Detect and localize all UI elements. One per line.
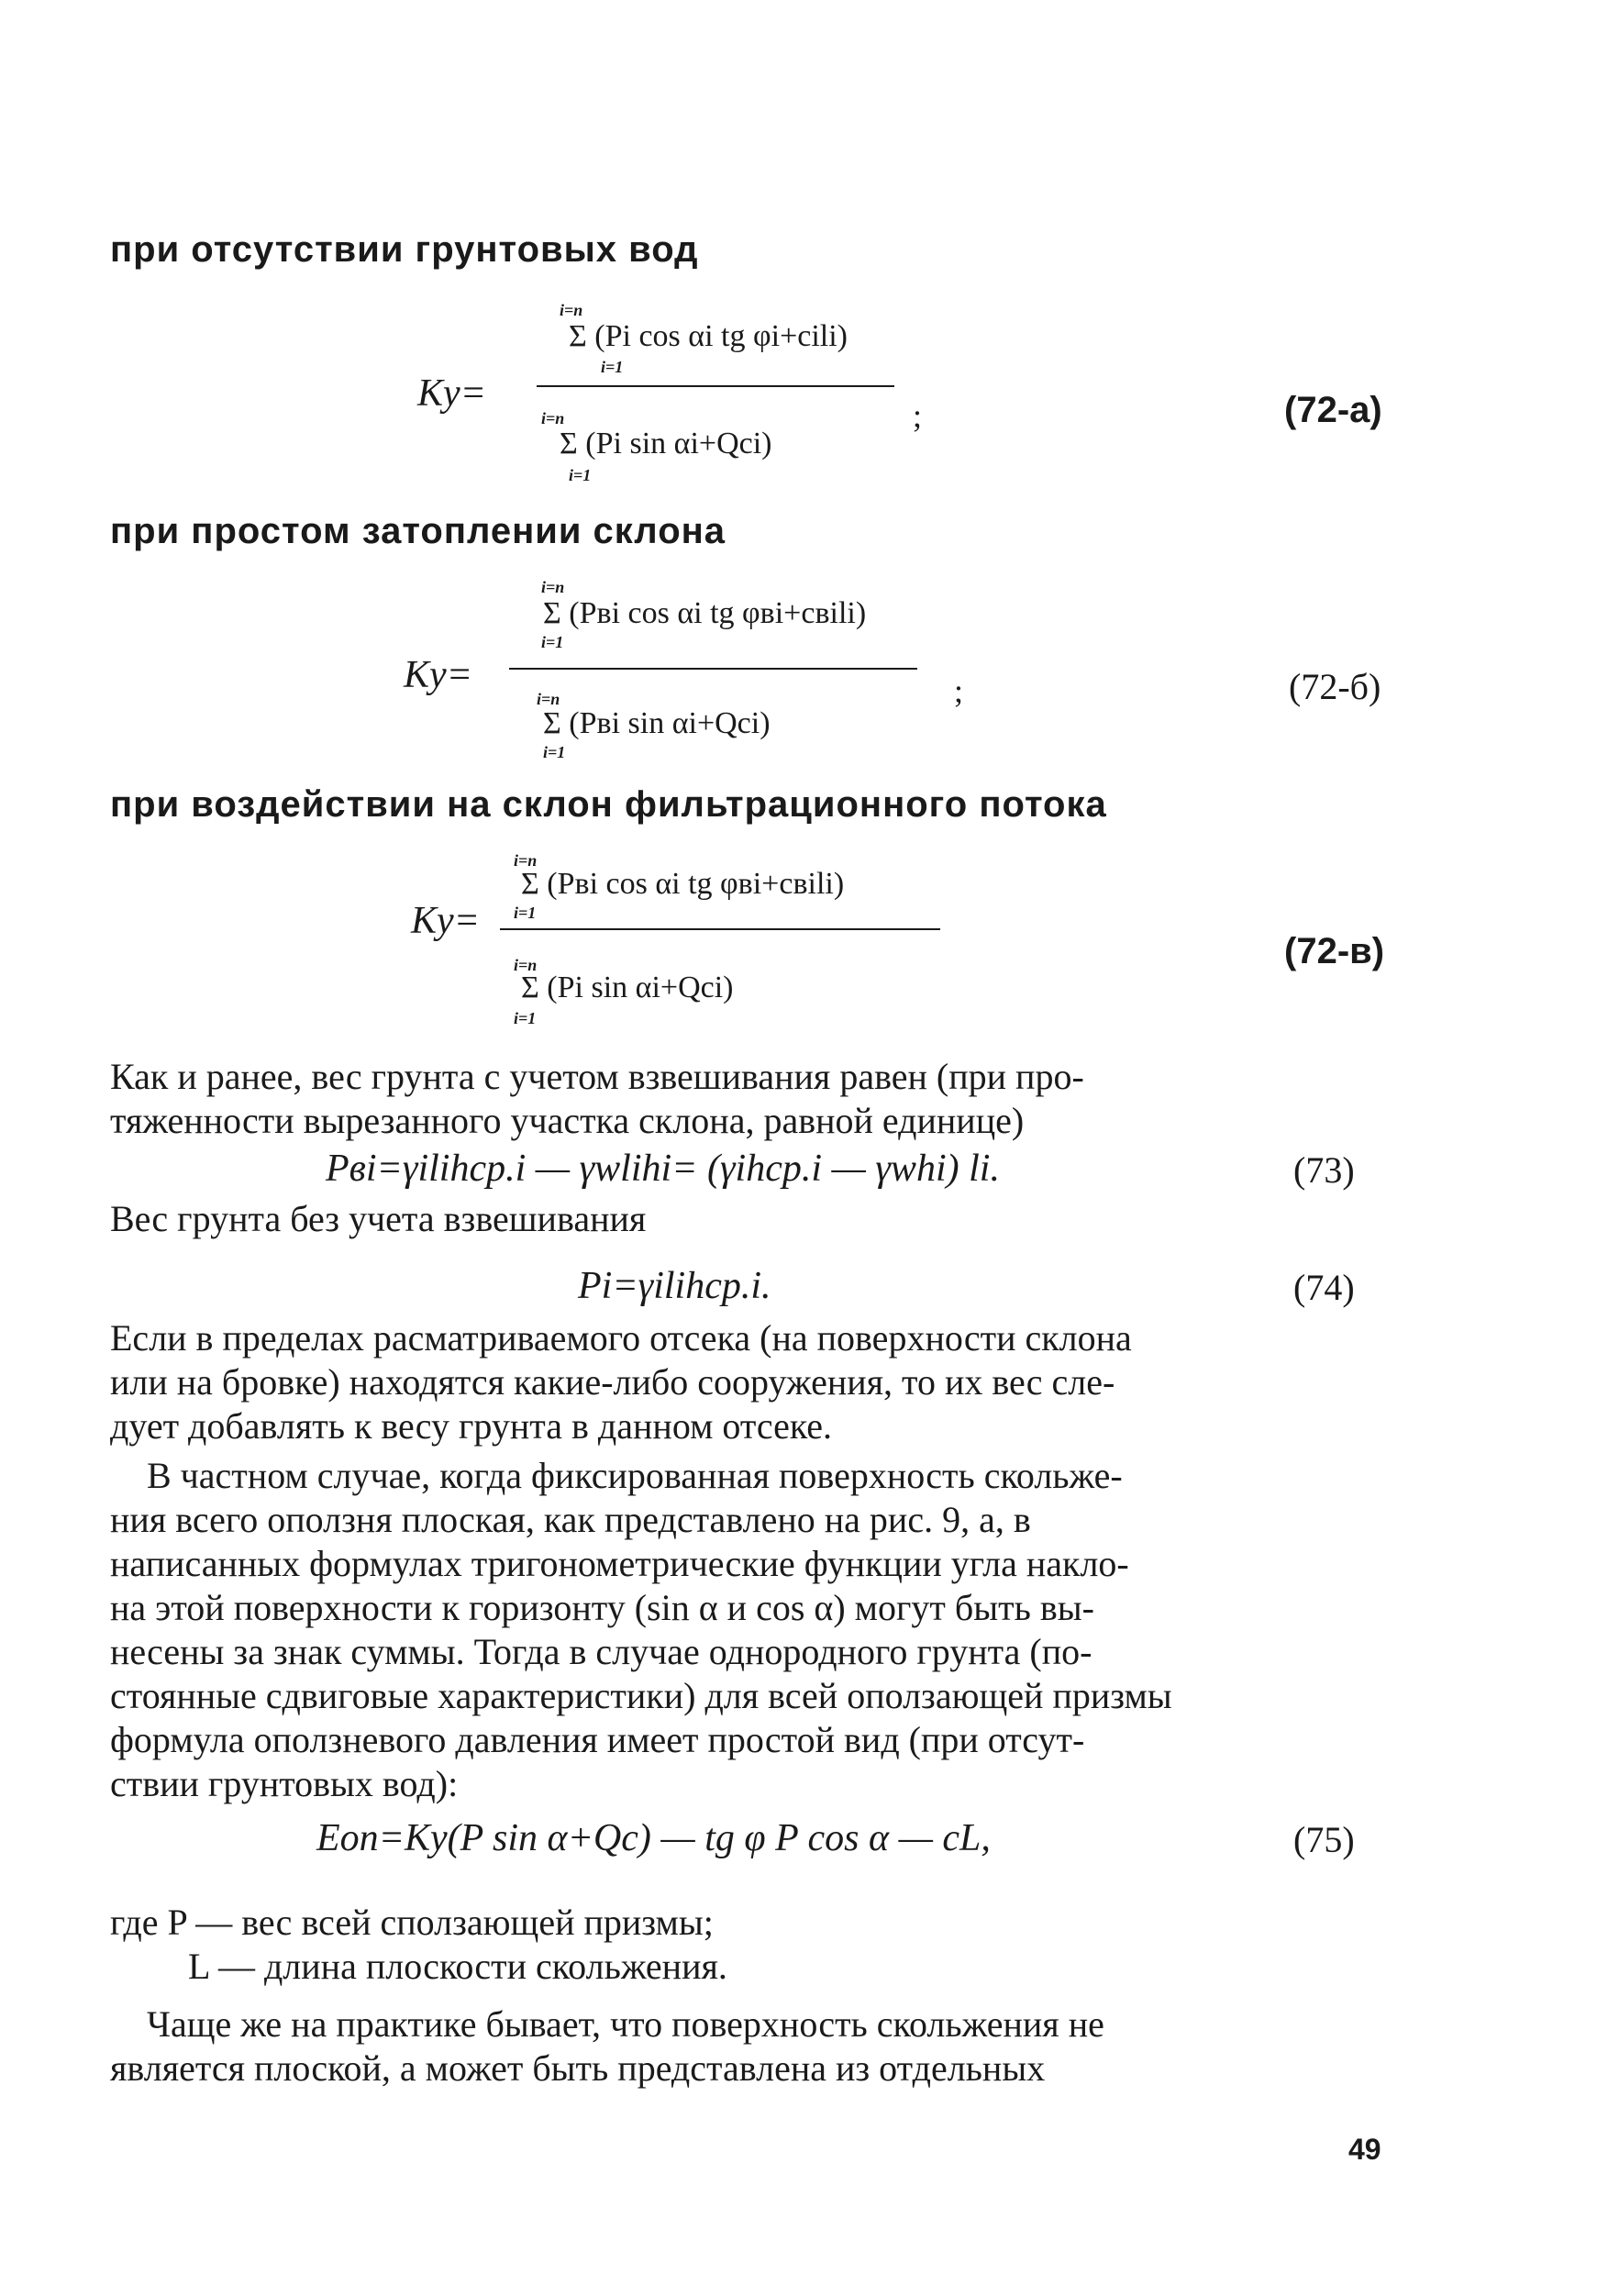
eq72v-lower-limit-top: i=n: [514, 956, 538, 974]
para4-line7: формула оползневого давления имеет простой вид (при отсут-: [110, 1719, 1085, 1760]
eq72a-semicolon: ;: [913, 397, 923, 434]
eq72b-fraction-line: [509, 668, 917, 670]
eq72b-lower-limit-bottom: i=1: [543, 743, 566, 761]
eq72b-lower-limit-top: i=n: [537, 690, 560, 708]
eq72a-number: (72-а): [1284, 390, 1382, 430]
para4-line4: на этой поверхности к горизонту (sin α и cos α) могут быть вы-: [110, 1587, 1094, 1628]
para4-line2: ния всего оползня плоская, как представлено на рис. 9, а, в: [110, 1499, 1031, 1540]
para4-line6: стоянные сдвиговые характеристики) для всей оползающей призмы: [110, 1675, 1172, 1716]
eq72b-semicolon: ;: [954, 672, 964, 709]
eq72a-lower-limit-bottom: i=1: [569, 466, 592, 484]
eq74-number: (74): [1293, 1267, 1355, 1308]
paragraph-planar-surface: [110, 1454, 1172, 1806]
heading-filtration: при воздействии на склон фильтрационного потока: [110, 784, 1107, 825]
eq74-formula: Pi=γilihср.i.: [578, 1265, 771, 1307]
para1-line2: тяженности вырезанного участка склона, равной единице): [110, 1100, 1025, 1141]
eq72b-number: (72-б): [1289, 666, 1381, 707]
para4-line1: В частном случае, когда фиксированная поверхность скольже-: [147, 1455, 1123, 1496]
eq72v-denominator: Σ (Pi sin αi+Qci): [521, 971, 734, 1004]
heading-no-groundwater: при отсутствии грунтовых вод: [110, 229, 699, 270]
eq72v-upper-limit-bottom: i=1: [514, 904, 537, 922]
para2-line1: Вес грунта без учета взвешивания: [110, 1198, 647, 1239]
eq72v-numerator: Σ (Pвi cos αi tg φвi+cвili): [521, 867, 845, 901]
where-line1: где P — вес всей сползающей призмы;: [110, 1902, 714, 1943]
eq72b-upper-limit-bottom: i=1: [541, 633, 564, 651]
eq75-formula: Eоп=Kу(P sin α+Qc) — tg φ P cos α — cL,: [316, 1817, 991, 1859]
eq75-number: (75): [1293, 1819, 1355, 1860]
eq72v-number: (72-в): [1284, 931, 1385, 971]
para4-line5: несены за знак суммы. Тогда в случае однородного грунта (по-: [110, 1631, 1092, 1672]
eq72a-upper-limit-top: i=n: [560, 301, 583, 319]
eq72a-numerator: Σ (Pi cos αi tg φi+cili): [569, 319, 848, 353]
eq72a-lower-limit-top: i=n: [541, 409, 565, 427]
heading-flooding: [110, 509, 726, 552]
eq72b-numerator: Σ (Pвi cos αi tg φвi+cвili): [543, 596, 867, 630]
paragraph-nonplanar: [110, 2002, 1104, 2091]
eq72a-denominator: Σ (Pi sin αi+Qci): [560, 427, 772, 460]
eq72a-lhs: Kу=: [417, 372, 486, 415]
para5-line2: является плоской, а может быть представлена из отдельных: [110, 2047, 1046, 2089]
eq72a-upper-limit-bottom: i=1: [601, 358, 624, 376]
paragraph-structures-weight: [110, 1316, 1132, 1448]
eq72a-fraction-line: [537, 385, 894, 387]
eq72v-lhs: Kу=: [411, 900, 480, 942]
heading-flooding-text: при простом затоплении склона: [110, 511, 726, 551]
page-number: 49: [1348, 2133, 1381, 2166]
eq72b-lhs: Kу=: [404, 654, 472, 696]
paragraph-weight-with-buoyancy: [110, 1055, 1084, 1143]
para3-line3: дует добавлять к весу грунта в данном отсеке.: [110, 1405, 833, 1447]
eq73-number: (73): [1293, 1149, 1355, 1191]
para4-line8: ствии грунтовых вод):: [110, 1763, 459, 1804]
para3-line1: Если в пределах расматриваемого отсека (на поверхности склона: [110, 1317, 1132, 1359]
para1-line1: Как и ранее, вес грунта с учетом взвешивания равен (при про-: [110, 1056, 1084, 1097]
eq72v-upper-limit-top: i=n: [514, 851, 538, 870]
eq72v-fraction-line: [500, 928, 940, 930]
para4-line3: написанных формулах тригонометрические функции угла накло-: [110, 1543, 1129, 1584]
para5-line1: Чаще же на практике бывает, что поверхность скольжения не: [147, 2003, 1104, 2045]
para3-line2: или на бровке) находятся какие-либо сооружения, то их вес сле-: [110, 1361, 1115, 1403]
eq72b-denominator: Σ (Pвi sin αi+Qci): [543, 706, 771, 740]
eq72v-lower-limit-bottom: i=1: [514, 1009, 537, 1027]
eq72b-upper-limit-top: i=n: [541, 578, 565, 596]
where-line2: L — длина плоскости скольжения.: [188, 1946, 727, 1987]
eq73-formula: Pвi=γilihср.i — γwlihi= (γihср.i — γwhi) li.: [326, 1148, 1000, 1190]
